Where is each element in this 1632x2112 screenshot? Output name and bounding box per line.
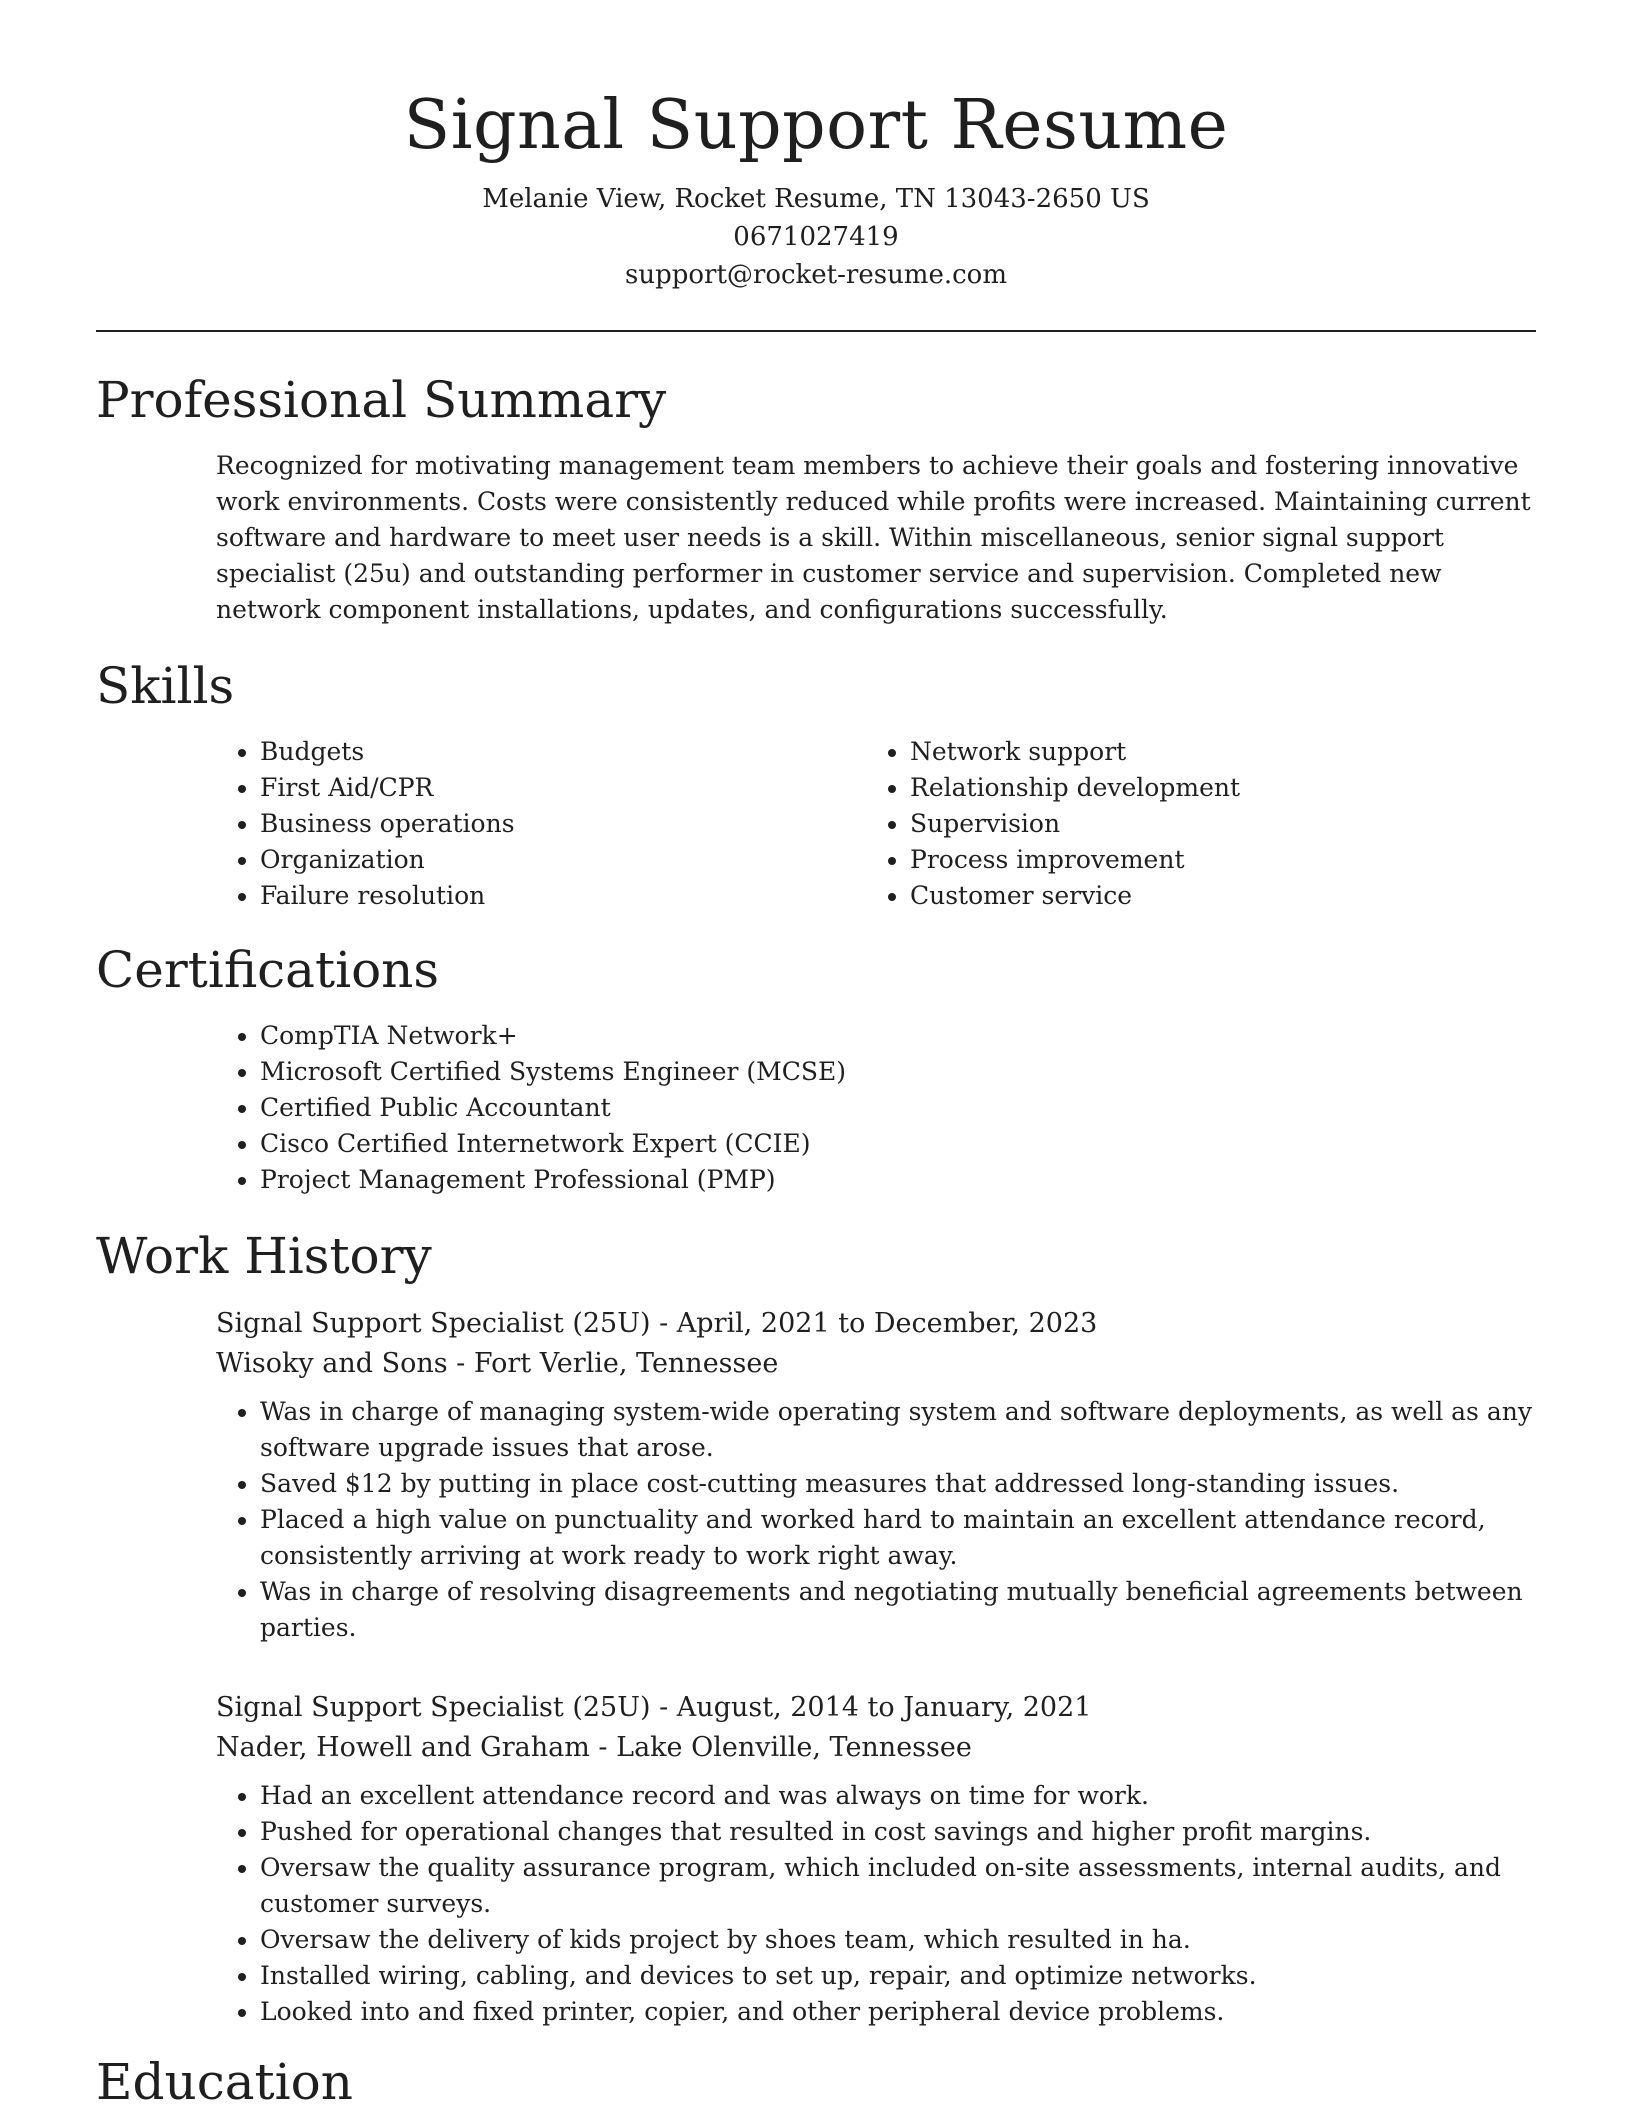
certification-item: • CompTIA Network+ — [260, 1018, 1536, 1054]
work-history-heading: Work History — [96, 1227, 432, 1285]
job-bullet: • Oversaw the quality assurance program, which included on-site assessments, internal audits, and customer surveys. — [260, 1850, 1536, 1922]
job-bullet: • Installed wiring, cabling, and devices to set up, repair, and optimize networks. — [260, 1958, 1536, 1994]
job-bullet: • Had an excellent attendance record and was always on time for work. — [260, 1778, 1536, 1814]
contact-phone: 0671027419 — [733, 222, 899, 252]
skill-item: • Organization — [260, 842, 866, 878]
skill-item: • Failure resolution — [260, 878, 866, 914]
skill-item: • Customer service — [910, 878, 1516, 914]
certifications-heading: Certifications — [96, 941, 440, 999]
job-bullet-list — [216, 1394, 1536, 1646]
job-title-dates: Signal Support Specialist (25U) - April, 2021 to December, 2023 — [216, 1308, 1098, 1339]
job-bullet: • Pushed for operational changes that resulted in cost savings and higher profit margins. — [260, 1814, 1536, 1850]
contact-info — [96, 180, 1536, 294]
certification-item: • Certified Public Accountant — [260, 1090, 1536, 1126]
job-bullet: • Was in charge of managing system-wide operating system and software deployments, as well as any software upgrade issues that arose. — [260, 1394, 1536, 1466]
contact-email: support@rocket-resume.com — [624, 260, 1007, 290]
education-heading: Education — [96, 2053, 353, 2111]
skill-item: • Supervision — [910, 806, 1516, 842]
job-title-dates: Signal Support Specialist (25U) - August, 2014 to January, 2021 — [216, 1692, 1092, 1723]
header-divider — [96, 330, 1536, 332]
certification-item: • Cisco Certified Internetwork Expert (CCIE) — [260, 1126, 1536, 1162]
skills-heading: Skills — [96, 657, 235, 715]
job-entry — [216, 1688, 1536, 2030]
skill-item: • First Aid/CPR — [260, 770, 866, 806]
skill-item: • Budgets — [260, 734, 866, 770]
job-bullet: • Looked into and fixed printer, copier, and other peripheral device problems. — [260, 1994, 1536, 2030]
skills-column-left — [216, 734, 866, 914]
skills-list — [216, 734, 1536, 914]
skill-item: • Process improvement — [910, 842, 1516, 878]
skill-item: • Network support — [910, 734, 1516, 770]
skill-item: • Relationship development — [910, 770, 1516, 806]
skills-column-right — [866, 734, 1516, 914]
job-company-location: Nader, Howell and Graham - Lake Olenville, Tennessee — [216, 1732, 972, 1763]
resume-page — [96, 0, 1536, 2112]
resume-title: Signal Support Resume — [403, 86, 1229, 165]
certification-item: • Project Management Professional (PMP) — [260, 1162, 1536, 1198]
job-bullet: • Saved $12 by putting in place cost-cutting measures that addressed long-standing issues. — [260, 1466, 1536, 1502]
summary-text: Recognized for motivating management team members to achieve their goals and fostering innovative work environments. Costs were consistently reduced while profits were increased. Maintaining current software and hardware to meet user needs is a skill. Within miscellaneous, senior signal support specialist (25u) and outstanding performer in customer service and supervision. Completed new network component installations, updates, and configurations successfully. — [216, 451, 1531, 624]
job-bullet: • Was in charge of resolving disagreements and negotiating mutually beneficial agreements between parties. — [260, 1574, 1536, 1646]
job-entry — [216, 1304, 1536, 1646]
summary-heading: Professional Summary — [96, 371, 667, 429]
job-company-location: Wisoky and Sons - Fort Verlie, Tennessee — [216, 1348, 779, 1379]
job-bullet: • Oversaw the delivery of kids project by shoes team, which resulted in ha. — [260, 1922, 1536, 1958]
contact-address: Melanie View, Rocket Resume, TN 13043-2650 US — [482, 184, 1150, 214]
job-bullet: • Placed a high value on punctuality and worked hard to maintain an excellent attendance record, consistently arriving at work ready to work right away. — [260, 1502, 1536, 1574]
resume-header — [96, 0, 1536, 294]
certification-item: • Microsoft Certified Systems Engineer (MCSE) — [260, 1054, 1536, 1090]
certifications-list — [216, 1018, 1536, 1198]
job-bullet-list — [216, 1778, 1536, 2030]
skill-item: • Business operations — [260, 806, 866, 842]
